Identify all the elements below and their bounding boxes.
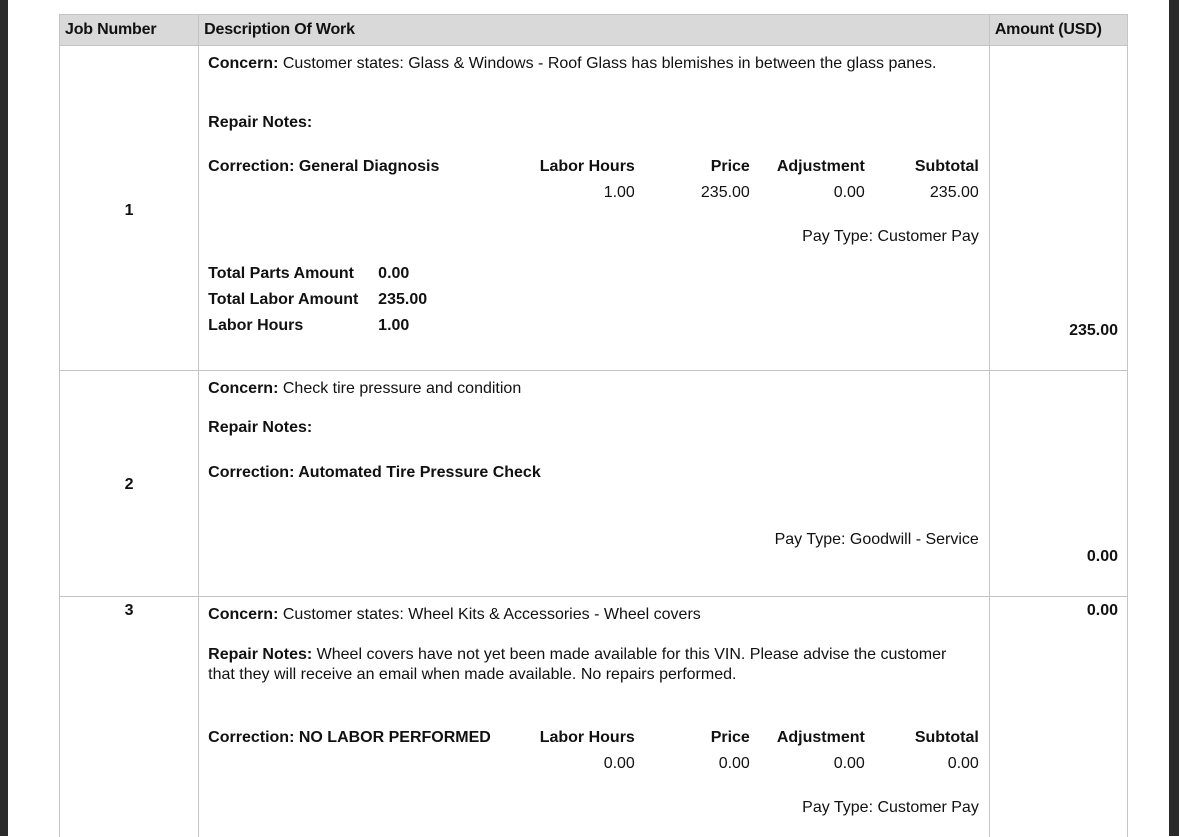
repair-notes-label: Repair Notes: (208, 646, 313, 663)
amount-cell (989, 597, 1127, 837)
concern-label: Concern: (208, 380, 279, 397)
concern-value: Check tire pressure and condition (282, 380, 522, 397)
labor-hours-value: 1.00 (603, 184, 635, 201)
adjustment-value: 0.00 (833, 184, 865, 201)
concern-value: Customer states: Glass & Windows - Roof Glass has blemishes in between the glass panes. (282, 55, 937, 72)
viewer-frame-left (0, 0, 8, 836)
price-header: Price (710, 729, 750, 746)
concern-value: Customer states: Wheel Kits & Accessories - Wheel covers (282, 606, 701, 623)
price-header: Price (710, 158, 750, 175)
description-cell (199, 597, 990, 837)
subtotal-value: 235.00 (929, 184, 979, 201)
repair-notes-label: Repair Notes: (208, 419, 313, 436)
job-number-cell (60, 46, 199, 371)
adjustment-header: Adjustment (776, 729, 865, 746)
concern-label: Concern: (208, 606, 279, 623)
description-cell (199, 46, 990, 371)
concern-label: Concern: (208, 55, 279, 72)
repair-notes-text (208, 645, 968, 685)
correction-label: Correction: Automated Tire Pressure Check (208, 464, 541, 481)
price-value: 235.00 (700, 184, 750, 201)
job-amount: 0.00 (1086, 602, 1118, 619)
table-row (60, 597, 1128, 837)
pay-type: Pay Type: Goodwill - Service (774, 531, 979, 548)
amount-cell (989, 46, 1127, 371)
jobs-table (59, 14, 1128, 837)
total-parts-label: Total Parts Amount (208, 265, 354, 282)
pay-type: Pay Type: Customer Pay (802, 228, 979, 245)
price-value: 0.00 (718, 755, 750, 772)
document-page (8, 0, 1169, 836)
table-row (60, 371, 1128, 597)
amount-cell (989, 371, 1127, 597)
description-cell (199, 371, 990, 597)
viewer-frame-right (1169, 0, 1179, 836)
job-number: 2 (124, 476, 134, 493)
repair-notes-label: Repair Notes: (208, 114, 313, 131)
pay-type: Pay Type: Customer Pay (802, 799, 979, 816)
subtotal-header: Subtotal (914, 158, 979, 175)
table-header-row (60, 15, 1128, 46)
job-amount: 0.00 (1086, 548, 1118, 565)
adjustment-header: Adjustment (776, 158, 865, 175)
labor-hours-header: Labor Hours (539, 729, 635, 746)
labor-hours-value: 0.00 (603, 755, 635, 772)
total-parts-value: 0.00 (378, 265, 410, 282)
labor-hours-header: Labor Hours (539, 158, 635, 175)
total-labor-value: 235.00 (378, 291, 428, 308)
correction-label: Correction: NO LABOR PERFORMED (208, 729, 491, 746)
concern-text (208, 54, 968, 74)
labor-hours-total-value: 1.00 (378, 317, 410, 334)
table-row (60, 46, 1128, 371)
header-description: Description Of Work (199, 15, 990, 46)
repair-notes-value: Wheel covers have not yet been made available for this VIN. Please advise the customer that they will receive an email when made available. No repairs performed. (208, 646, 947, 683)
job-number: 3 (124, 602, 134, 619)
concern-text (208, 605, 968, 625)
correction-label: Correction: General Diagnosis (208, 158, 440, 175)
header-job-number: Job Number (60, 15, 199, 46)
subtotal-header: Subtotal (914, 729, 979, 746)
adjustment-value: 0.00 (833, 755, 865, 772)
job-number-cell (60, 597, 199, 837)
subtotal-value: 0.00 (947, 755, 979, 772)
job-number-cell (60, 371, 199, 597)
concern-text (208, 379, 968, 399)
header-amount: Amount (USD) (989, 15, 1127, 46)
job-number: 1 (124, 202, 134, 219)
labor-hours-total-label: Labor Hours (208, 317, 304, 334)
total-labor-label: Total Labor Amount (208, 291, 359, 308)
job-amount: 235.00 (1069, 322, 1118, 339)
